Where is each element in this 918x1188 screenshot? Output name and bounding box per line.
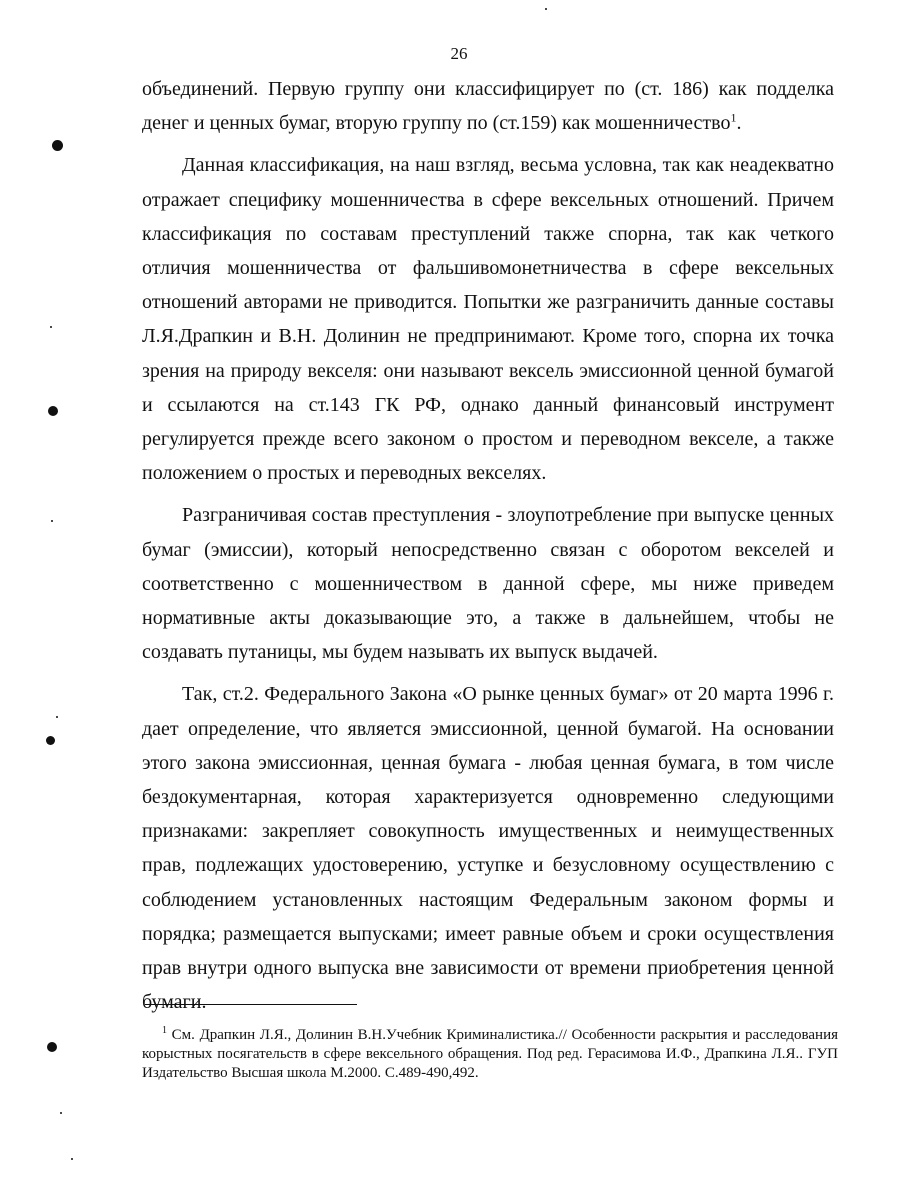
scan-dot-mark (46, 736, 55, 745)
scan-speck-mark (60, 1112, 62, 1114)
scan-speck-mark (71, 1158, 73, 1160)
scan-speck-mark (50, 326, 52, 328)
page-number: 26 (450, 44, 468, 63)
footnote-text: См. Драпкин Л.Я., Долинин В.Н.Учебник Криминалистика.// Особенности раскрытия и расследования корыстных посягательств в сфере вексельного обращения. Под ред. Герасимова И.Ф., Драпкина Л.Я.. ГУП Издательство Высшая школа М.2000. С.489-490,492. (142, 1027, 839, 1081)
footnote-mark: 1 (162, 1025, 167, 1036)
scan-dot-mark (47, 1042, 57, 1052)
paragraph (142, 72, 834, 140)
footnote-reference[interactable]: 1 (730, 110, 737, 125)
paragraph: Так, ст.2. Федерального Закона «О рынке ценных бумаг» от 20 марта 1996 г. дает определение, что является эмиссионной, ценной бумагой. На основании этого закона эмиссионная, ценная бумага - любая ценная бумага, в том числе бездокументарная, которая характеризуется одновременно следующими признаками: закрепляет совокупность имущественных и неимущественных прав, подлежащих удостоверению, уступке и безусловному осуществлению с соблюдением установленных настоящим Федеральным законом формы и порядка; размещается выпусками; имеет равные объем и сроки осуществления прав внутри одного выпуска вне зависимости от времени приобретения ценной бумаги. (142, 683, 834, 1014)
scan-speck-mark (56, 716, 58, 718)
scan-dot-mark (48, 406, 58, 416)
paragraph: Разграничивая состав преступления - злоупотребление при выпуске ценных бумаг (эмиссии), который непосредственно связан с оборотом векселей и соответственно с мошенничеством в данной сфере, мы ниже приведем нормативные акты доказывающие это, а также в дальнейшем, чтобы не создавать путаницы, мы будем называть их выпуск выдачей. (142, 504, 834, 664)
footnote (142, 1026, 838, 1083)
scan-speck-mark (51, 520, 53, 522)
scan-speck-mark (545, 8, 547, 10)
body-text (142, 72, 834, 1019)
footnote-divider (145, 1004, 357, 1005)
paragraph: Данная классификация, на наш взгляд, весьма условна, так как неадекватно отражает специфику мошенничества в сфере вексельных отношений. Причем классификация по составам преступлений также спорна, так как четкого отличия мошенничества от фальшивомонетничества в сфере вексельных отношений авторами не приводится. Попытки же разграничить данные составы Л.Я.Драпкин и В.Н. Долинин не предпринимают. Кроме того, спорна их точка зрения на природу векселя: они называют вексель эмиссионной ценной бумагой и ссылаются на ст.143 ГК РФ, однако данный финансовый инструмент регулируется прежде всего законом о простом и переводном векселе, а также положением о простых и переводных векселях. (142, 154, 834, 485)
scan-dot-mark (52, 140, 63, 151)
paragraph-text: объединений. Первую группу они классифицирует по (ст. 186) как подделка денег и ценных бумаг, вторую группу по (ст.159) как мошенничество (142, 78, 834, 135)
paragraph-tail: . (736, 112, 742, 135)
